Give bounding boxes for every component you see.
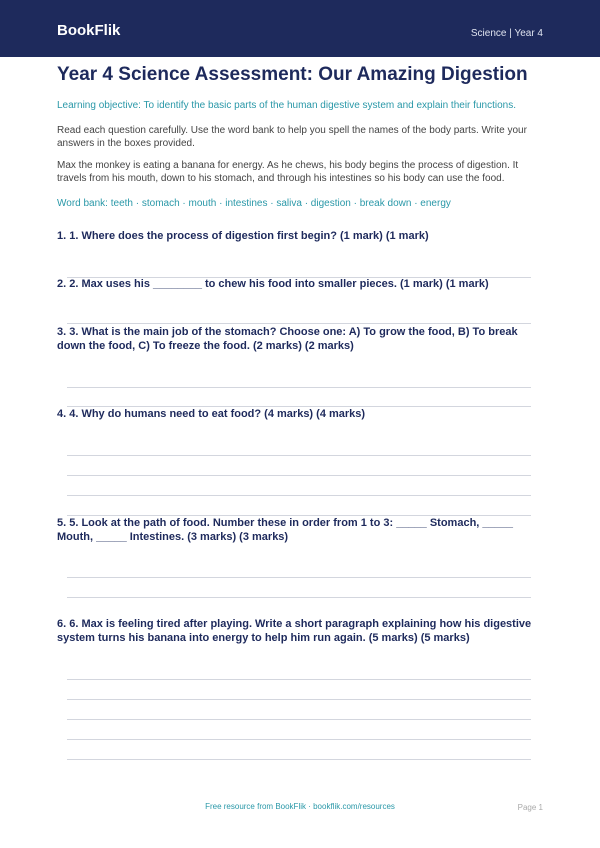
question-6: 6. 6. Max is feeling tired after playing. Write a short paragraph explaining how his digestive system turns his banana into energy to help him run again. (5 marks) (5 marks) <box>57 618 532 644</box>
answer-line[interactable] <box>67 597 531 598</box>
question-5: 5. 5. Look at the path of food. Number these in order from 1 to 3: _____ Stomach, _____ Mouth, _____ Intestines. (3 marks) (3 marks) <box>57 517 513 543</box>
learning-objective: Learning objective: To identify the basic parts of the human digestive system and explain their functions. <box>57 100 516 111</box>
breadcrumb: Science | Year 4 <box>470 28 543 39</box>
question-3: 3. 3. What is the main job of the stomach? Choose one: A) To grow the food, B) To break down the food, C) To freeze the food. (2 marks) (2 marks) <box>57 326 518 352</box>
answer-line[interactable] <box>67 475 531 476</box>
question-4: 4. 4. Why do humans need to eat food? (4 marks) (4 marks) <box>57 408 366 420</box>
answer-line[interactable] <box>67 699 531 700</box>
answer-line[interactable] <box>67 387 531 388</box>
word-bank: Word bank: teeth · stomach · mouth · intestines · saliva · digestion · break down · energy <box>57 198 451 209</box>
answer-line[interactable] <box>67 759 531 760</box>
page-number: Page 1 <box>517 803 543 812</box>
question-2: 2. 2. Max uses his ________ to chew his food into smaller pieces. (1 mark) (1 mark) <box>57 278 489 290</box>
instructions: Read each question carefully. Use the word bank to help you spell the names of the body parts. Write your answers in the boxes provided. <box>57 125 527 149</box>
answer-line[interactable] <box>67 323 531 324</box>
answer-line[interactable] <box>67 495 531 496</box>
question-1: 1. 1. Where does the process of digestion first begin? (1 mark) (1 mark) <box>57 230 429 242</box>
answer-line[interactable] <box>67 455 531 456</box>
footer-link[interactable]: Free resource from BookFlik · bookflik.com/resources <box>205 802 395 811</box>
answer-line[interactable] <box>67 577 531 578</box>
brand-logo[interactable]: BookFlik <box>57 22 121 39</box>
answer-line[interactable] <box>67 719 531 720</box>
answer-line[interactable] <box>67 739 531 740</box>
story-text: Max the monkey is eating a banana for energy. As he chews, his body begins the process of digestion. It travels from his mouth, down to his stomach, and through his intestines so his body can use the food. <box>57 160 519 184</box>
page-title: Year 4 Science Assessment: Our Amazing Digestion <box>57 64 528 85</box>
site-header <box>0 0 600 57</box>
answer-line[interactable] <box>67 679 531 680</box>
